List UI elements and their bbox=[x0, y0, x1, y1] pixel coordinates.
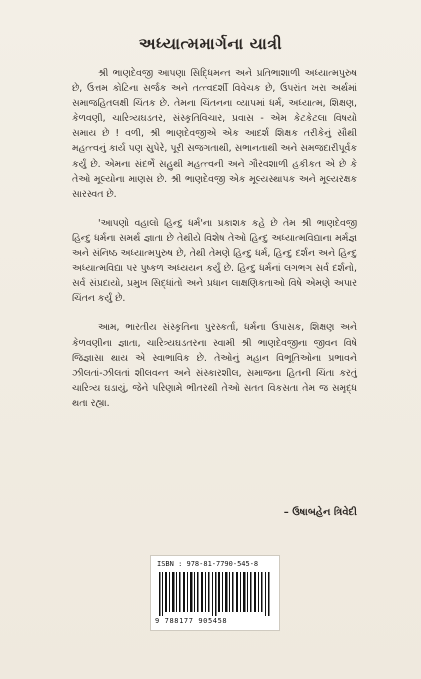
barcode-digits: 9 788177 905458 bbox=[155, 617, 228, 625]
barcode-bars bbox=[159, 572, 271, 616]
isbn-barcode bbox=[150, 555, 280, 631]
author-signature: – ઉષાબહેન ત્રિવેદી bbox=[283, 507, 357, 518]
paragraph-1: શ્રી ભાણદેવજી આપણા સિદ્ધિમન્ત અને પ્રતિભાશાળી અધ્યાત્મપુરુષ છે, ઉત્તમ કોટિના સર્જક અને તત્ત્વદર્શી વિવેચક છે, ઉપરાંત ખરા અર્થમાં સમાજહિતલક્ષી ચિંતક છે. તેમના ચિંતનના વ્યાપમાં ધર્મ, અધ્યાત્મ, શિક્ષણ, કેળવણી, ચારિત્ર્યઘડતર, સંસ્કૃતિવિચાર, પ્રવાસ - એમ કેટકેટલા વિષયો સમાય છે ! વળી, શ્રી ભાણદેવજીએ એક આદર્શ શિક્ષક તરીકેનું સૌથી મહત્ત્વનું કાર્ય પણ સુપેરે, પૂરી સજગતાથી, સભાનતાથી અને સમજદારીપૂર્વક કર્યું છે. એમના સંદર્ભે સહુથી મહત્ત્વની અને ગૌરવશાળી હકીકત એ છે કે તેઓ મૂલ્યોના માણસ છે. શ્રી ભાણદેવજી એક મૂલ્યસ્થાપક અને મૂલ્યરક્ષક સારસ્વત છે. bbox=[72, 68, 357, 200]
blurb-text bbox=[72, 66, 357, 425]
page-title: અધ્યાત્મમાર્ગના યાત્રી bbox=[138, 34, 283, 53]
paragraph-2: 'આપણો વહાલો હિન્દુ ધર્મ'ના પ્રકાશક કહે છે તેમ શ્રી ભાણદેવજી હિન્દુ ધર્મના સમર્થ જ્ઞાતા છે તેથીયે વિશેષ તેઓ હિન્દુ અધ્યાત્મવિદ્યાના મર્મજ્ઞ અને સંનિષ્ઠ અધ્યાત્મપુરુષ છે, તેથી તેમણે હિન્દુ ધર્મ, હિન્દુ દર્શન અને હિન્દુ અધ્યાત્મવિદ્યા પર પુષ્કળ અધ્યયન કર્યું છે. હિન્દુ ધર્મનાં લગભગ સર્વ દર્શનો, સર્વ સંપ્રદાયો, પ્રમુખ સિદ્ધાંતો અને પ્રધાન લાક્ષણિકતાઓ વિષે એમણે અપાર ચિંતન કર્યું છે. bbox=[72, 217, 357, 305]
isbn-label: ISBN : 978-81-7790-545-8 bbox=[157, 560, 259, 568]
paragraph-3: આમ, ભારતીય સંસ્કૃતિના પુરસ્કર્તા, ધર્મના ઉપાસક, શિક્ષણ અને કેળવણીના જ્ઞાતા, ચારિત્ર્યઘડતરના સ્વામી શ્રી ભાણદેવજીના જીવન વિષે જિજ્ઞાસા થાય એ સ્વાભાવિક છે. તેઓનું મહાન વિભૂતિઓના પ્રભાવને ઝીલતાં-ઝીલતાં શીલવન્ત અને સંસ્કારશીલ, સમાજના હિતની ચિંતા કરતું ચારિત્ર્ય ઘડાયું, જેને પરિણામે ભીતરથી તેઓ સતત વિકસતા તેમ જ સમૃદ્ધ થતા રહ્યા. bbox=[72, 322, 357, 409]
